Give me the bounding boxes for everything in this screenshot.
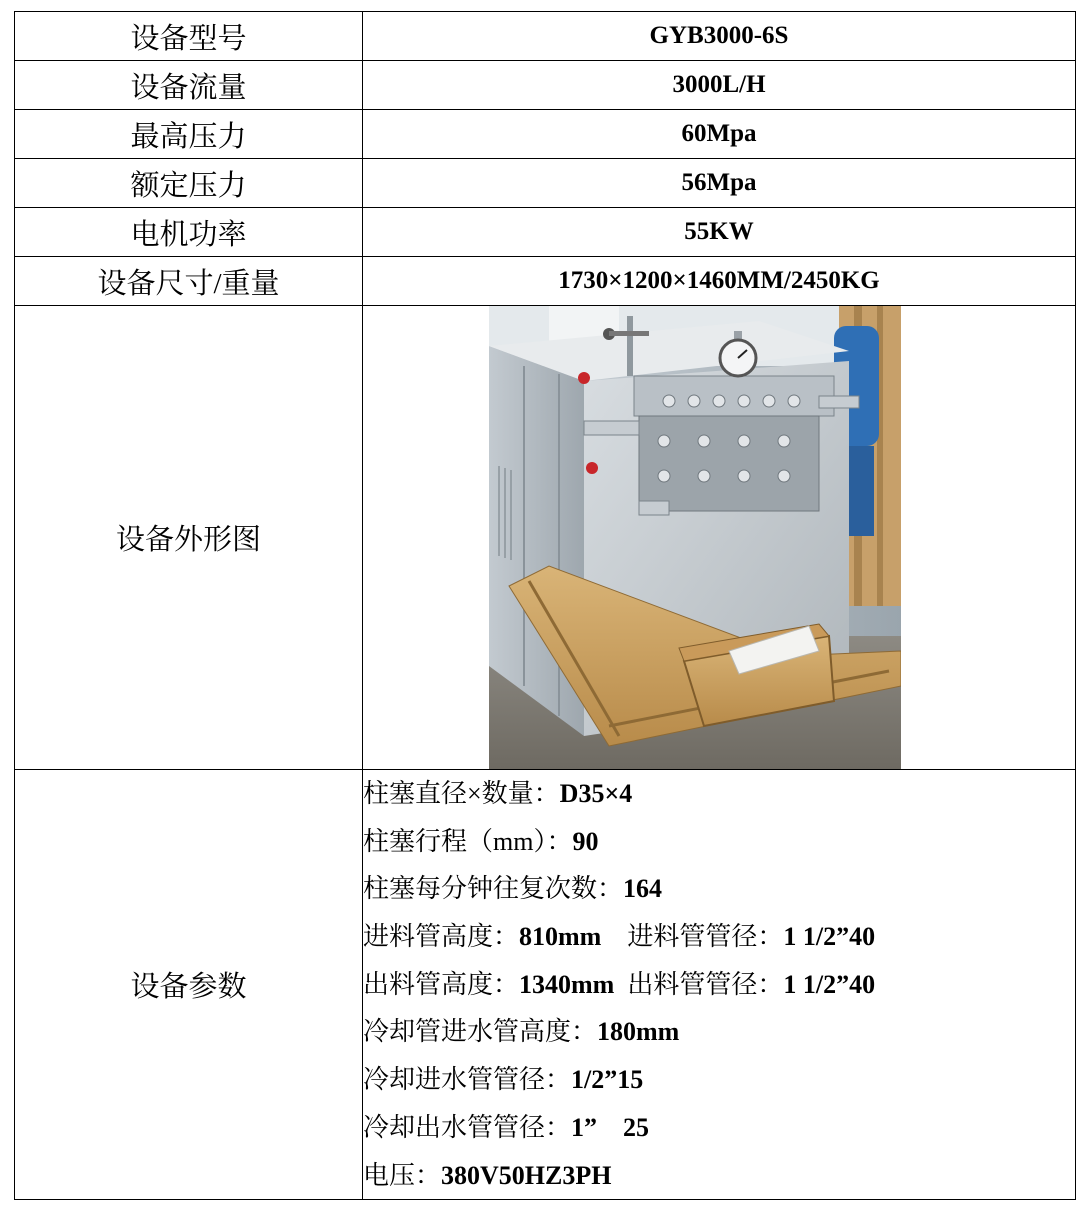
table-row <box>15 61 1076 110</box>
param-line <box>363 865 1075 913</box>
param-line <box>363 1008 1075 1056</box>
param-value: 1 1/2”40 <box>783 969 876 999</box>
row-label: 设备流量 <box>15 61 363 110</box>
param-value: 1340mm <box>519 969 628 999</box>
param-value: 380V50HZ3PH <box>441 1160 612 1190</box>
param-line <box>363 1056 1075 1104</box>
param-name: 出料管管径： <box>627 969 784 999</box>
table-row <box>15 257 1076 306</box>
param-value: 90 <box>572 826 599 856</box>
param-line <box>363 1152 1075 1200</box>
param-name: 冷却出水管管径： <box>363 1112 572 1142</box>
param-name: 冷却管进水管高度： <box>363 1017 598 1047</box>
params-cell <box>363 770 1076 1200</box>
param-line <box>363 770 1075 818</box>
row-label: 电机功率 <box>15 208 363 257</box>
param-value: D35×4 <box>559 779 633 808</box>
param-name: 出料管高度： <box>363 969 520 999</box>
table-row <box>15 208 1076 257</box>
row-label: 设备尺寸/重量 <box>15 257 363 306</box>
param-value: 810mm <box>519 922 628 952</box>
row-value: GYB3000-6S <box>363 12 1076 61</box>
row-value: 56Mpa <box>363 159 1076 208</box>
row-value: 60Mpa <box>363 110 1076 159</box>
table-row <box>15 12 1076 61</box>
param-name: 冷却进水管管径： <box>363 1065 572 1095</box>
row-value: 55KW <box>363 208 1076 257</box>
param-name: 柱塞直径×数量： <box>363 779 560 808</box>
spec-table <box>14 11 1076 1200</box>
row-value: 1730×1200×1460MM/2450KG <box>363 257 1076 306</box>
row-value: 3000L/H <box>363 61 1076 110</box>
param-value: 164 <box>623 874 663 904</box>
param-name: 进料管管径： <box>627 922 784 952</box>
row-label: 额定压力 <box>15 159 363 208</box>
param-line <box>363 961 1075 1009</box>
params-label: 设备参数 <box>15 770 363 1200</box>
param-name: 柱塞行程（mm）： <box>363 826 573 856</box>
row-label: 设备型号 <box>15 12 363 61</box>
photo-label: 设备外形图 <box>15 306 363 770</box>
param-value: 1/2”15 <box>571 1065 644 1095</box>
row-label: 最高压力 <box>15 110 363 159</box>
param-value: 1 1/2”40 <box>783 922 876 952</box>
param-value: 180mm <box>597 1017 680 1047</box>
param-name: 柱塞每分钟往复次数： <box>363 874 624 904</box>
table-row <box>15 110 1076 159</box>
photo-row <box>15 306 1076 770</box>
homogenizer-photo <box>489 306 901 769</box>
param-line <box>363 1104 1075 1152</box>
param-name: 电压： <box>363 1160 442 1190</box>
param-name: 进料管高度： <box>363 922 520 952</box>
param-line <box>363 913 1075 961</box>
param-value: 1” 25 <box>571 1112 650 1142</box>
photo-cell <box>363 306 1076 770</box>
params-row <box>15 770 1076 1200</box>
table-row <box>15 159 1076 208</box>
param-line <box>363 818 1075 866</box>
